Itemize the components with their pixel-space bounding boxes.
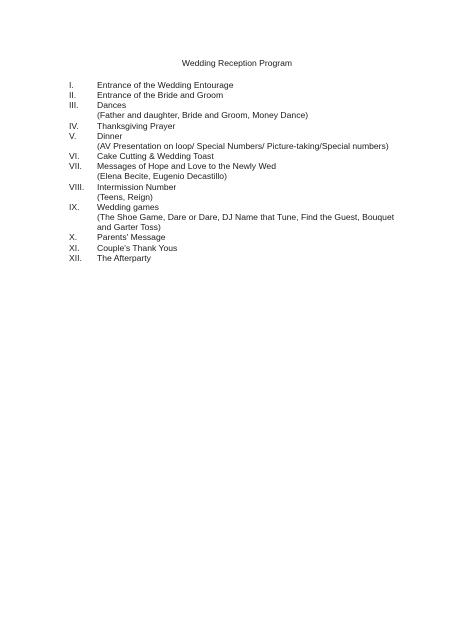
- item-body: [97, 232, 409, 242]
- item-text: Intermission Number: [97, 181, 177, 192]
- program-item: [69, 202, 409, 232]
- item-numeral: XII.: [69, 252, 82, 263]
- item-text: Dances: [97, 100, 127, 111]
- item-body: [97, 202, 409, 232]
- document-title: Wedding Reception Program: [181, 58, 293, 68]
- program-item: [69, 121, 409, 131]
- item-numeral: V.: [69, 130, 77, 141]
- item-detail: (The Shoe Game, Dare or Dare, DJ Name that Tune, Find the Guest, Bouquet and Garter Toss): [97, 212, 395, 233]
- program-item: [69, 243, 409, 253]
- program-list: [69, 80, 409, 263]
- item-text: Parents' Message: [97, 232, 166, 243]
- program-item: [69, 90, 409, 100]
- item-text: The Afterparty: [97, 252, 151, 263]
- item-body: [97, 151, 409, 161]
- program-item: [69, 253, 409, 263]
- item-detail: (Father and daughter, Bride and Groom, Money Dance): [97, 110, 309, 121]
- item-detail: (AV Presentation on loop/ Special Numbers/ Picture-taking/Special numbers): [97, 140, 389, 151]
- item-body: [97, 100, 409, 120]
- item-numeral: XI.: [69, 242, 80, 253]
- item-body: [97, 90, 409, 100]
- item-numeral: X.: [69, 232, 78, 243]
- program-item: [69, 161, 409, 181]
- item-numeral: VIII.: [69, 181, 85, 192]
- item-numeral: I.: [69, 80, 74, 90]
- item-body: [97, 131, 409, 151]
- item-text: Entrance of the Wedding Entourage: [97, 80, 234, 90]
- program-item: [69, 131, 409, 151]
- item-numeral: II.: [69, 90, 77, 101]
- item-text: Wedding games: [97, 201, 159, 212]
- program-item: [69, 100, 409, 120]
- item-detail: (Elena Becite, Eugenio Decastillo): [97, 171, 227, 182]
- item-text: Thanksgiving Prayer: [97, 120, 176, 131]
- item-body: [97, 121, 409, 131]
- item-body: [97, 253, 409, 263]
- item-text: Cake Cutting & Wedding Toast: [97, 151, 214, 162]
- item-numeral: IX.: [69, 201, 80, 212]
- item-detail: (Teens, Reign): [97, 191, 153, 202]
- item-body: [97, 161, 409, 181]
- program-item: [69, 80, 409, 90]
- item-text: Messages of Hope and Love to the Newly Wed: [97, 161, 276, 172]
- item-text: Dinner: [97, 130, 123, 141]
- item-body: [97, 243, 409, 253]
- item-numeral: IV.: [69, 120, 79, 131]
- item-text: Couple's Thank Yous: [97, 242, 178, 253]
- program-item: [69, 232, 409, 242]
- item-numeral: VI.: [69, 151, 80, 162]
- item-text: Entrance of the Bride and Groom: [97, 90, 224, 101]
- item-body: [97, 182, 409, 202]
- item-body: [97, 80, 409, 90]
- item-numeral: III.: [69, 100, 79, 111]
- program-item: [69, 151, 409, 161]
- program-item: [69, 182, 409, 202]
- item-numeral: VII.: [69, 161, 82, 172]
